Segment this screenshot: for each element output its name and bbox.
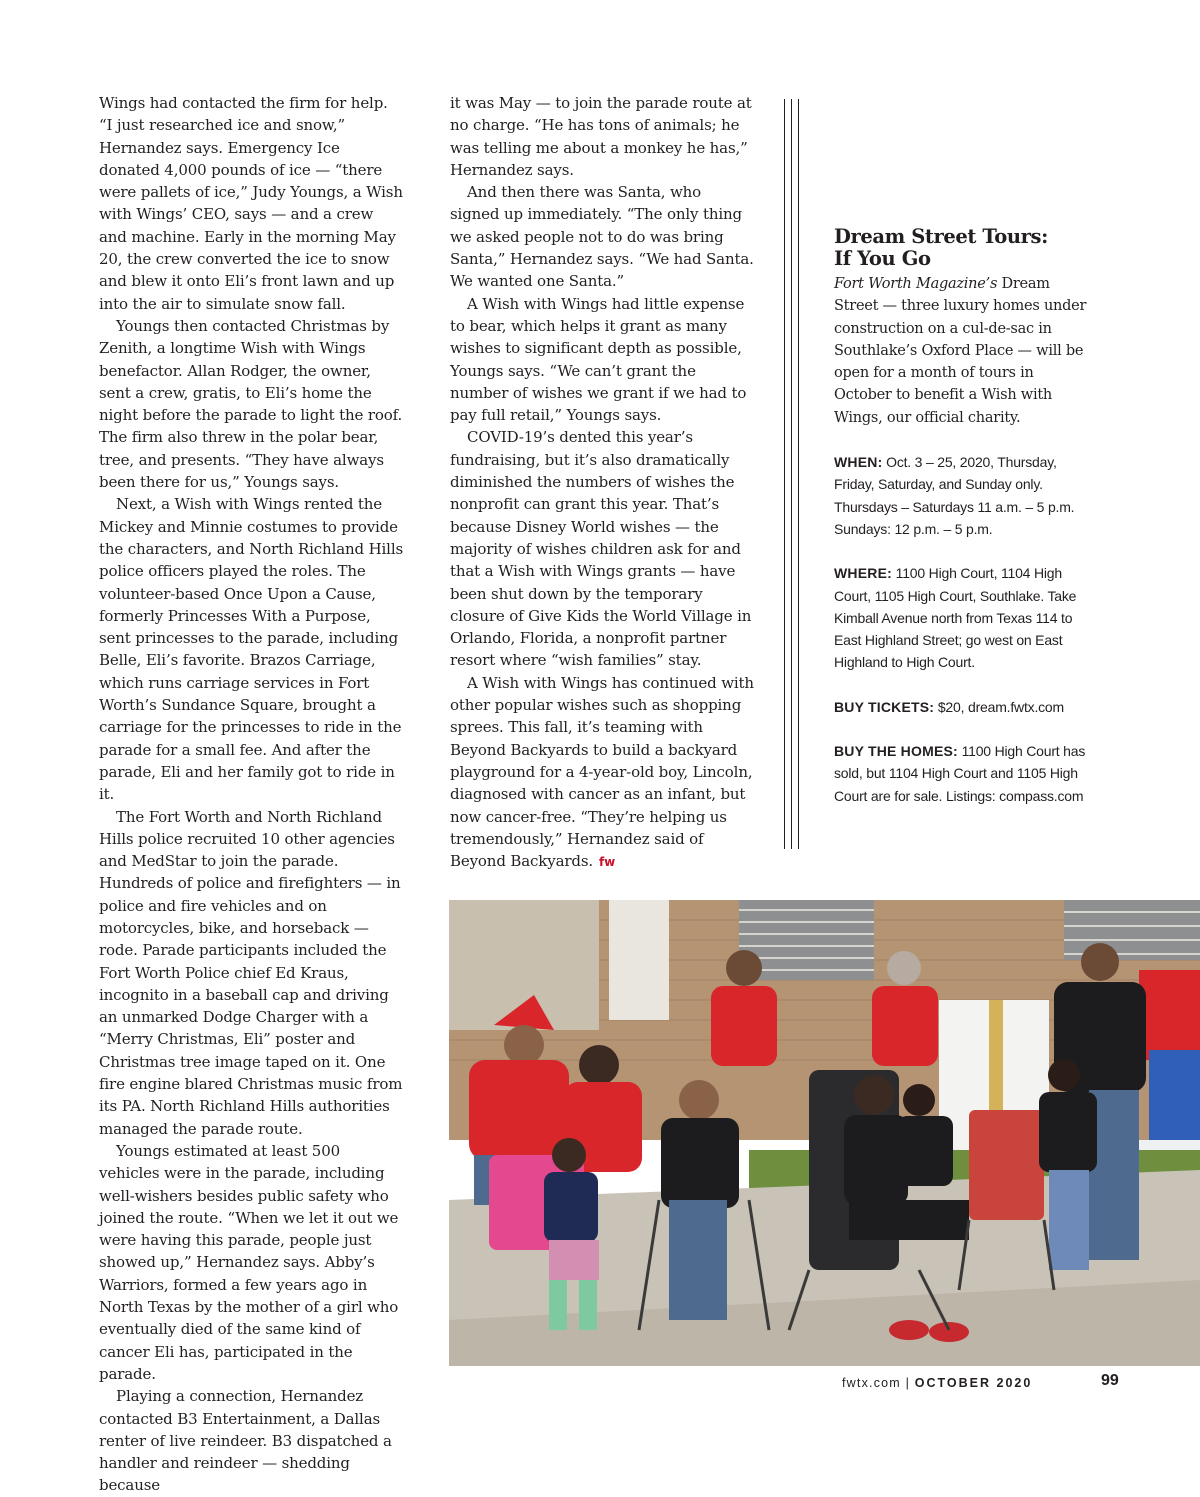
paragraph: Next, a Wish with Wings rented the Mickey and Minnie costumes to provide the characters, and North Richland Hills police officers played the roles. The volunteer-based Once Upon a Cause, formerly Princesses With a Purpose, sent princesses to the parade, including Belle, Eli’s favorite. Brazos Carriage, which runs carriage services in Fort Worth’s Sundance Square, brought a carriage for the princesses to ride in the parade for a small fee. And after the parade, Eli and her family got to ride in it. xyxy=(99,495,404,804)
end-mark: fw xyxy=(599,855,616,870)
paragraph: Youngs estimated at least 500 vehicles were in the parade, including well-wishers besides public safety who joined the route. “When we let it out we were having this parade, people just showed up,” Hernandez says. Abby’s Warriors, formed a few years ago in North Texas by the mother of a girl who eventually died of the same kind of cancer Eli has, participated in the parade. xyxy=(99,1141,399,1383)
sidebar-title-line-2: If You Go xyxy=(834,246,931,270)
sidebar-title-line-1: Dream Street Tours: xyxy=(834,225,1048,248)
where-label: WHERE: xyxy=(834,565,892,582)
paragraph: Wings had contacted the firm for help. “I just researched ice and snow,” Hernandez says. Emergency Ice donated 4,000 pounds of ice — “there were pallets of ice,” Judy Youngs, a Wish with Wings’ CEO, says — and a crew and machine. Early in the morning May 20, the crew converted the ice to snow and blew it onto Eli’s front lawn and up into the air to simulate snow fall. xyxy=(99,94,403,313)
paragraph: Youngs then contacted Christmas by Zenith, a longtime Wish with Wings benefactor. Allan Rodger, the owner, sent a crew, gratis, to Eli’s home the night before the parade to light the roof. The firm also threw in the polar bear, tree, and presents. “They have always been there for us,” Youngs says. xyxy=(99,316,403,492)
magazine-name: Fort Worth Magazine’s xyxy=(834,276,998,292)
footer-site: fwtx.com xyxy=(842,1376,901,1390)
red-chair-right xyxy=(969,1110,1044,1220)
page-number: 99 xyxy=(1101,1372,1119,1389)
paragraph: A Wish with Wings had little expense to bear, which helps it grant as many wishes to significant depth as possible, Youngs says. “We can’t grant the number of wishes we grant if we had to pay full retail,” Youngs says. xyxy=(450,294,747,425)
paragraph: COVID-19’s dented this year’s fundraising, but it’s also dramatically diminished the numbers of wishes the nonprofit can grant this year. That’s because Disney World wishes — the majority of wishes children ask for and that a Wish with Wings grants — have been shut down by the temporary closure of Give Kids the World Village in Orlando, Florida, a nonprofit partner resort where “wish families” stay. xyxy=(450,428,752,670)
column-divider-rules xyxy=(784,99,800,849)
sidebar-if-you-go xyxy=(834,226,1094,829)
paragraph-text: A Wish with Wings has continued with other popular wishes such as shopping sprees. This fall, it’s teaming with Beyond Backyards to build a backyard playground for a 4-year-old boy, Lincoln, diagnosed with cancer as an infant, but now cancer-free. “They’re helping us tremendously,” Hernandez said of Beyond Backyards. xyxy=(450,673,754,871)
photo-illustration xyxy=(449,900,1200,1366)
sidebar-title xyxy=(834,226,1094,269)
article-column-2 xyxy=(450,92,754,873)
homes-text: 1100 High Court has sold, but 1104 High Court and 1105 High Court are for sale. Listings: compass.com xyxy=(834,743,1086,804)
footer-separator: | xyxy=(905,1376,911,1390)
paragraph: The Fort Worth and North Richland Hills police recruited 10 other agencies and MedStar to join the parade. Hundreds of police and firefighters — in police and fire vehicles and on motorcycles, bike, and horseback — rode. Parade participants included the Fort Worth Police chief Ed Kraus, incognito in a baseball cap and driving an unmarked Dodge Charger with a “Merry Christmas, Eli” poster and Christmas tree image taped on it. One fire engine blared Christmas music from its PA. North Richland Hills authorities managed the parade route. xyxy=(99,807,403,1138)
sidebar-when xyxy=(834,451,1094,540)
where-text: 1100 High Court, 1104 High Court, 1105 High Court, Southlake. Take Kimball Avenue north from Texas 114 to East Highland Street; go west on East Highland to High Court. xyxy=(834,565,1077,671)
article-column-1 xyxy=(99,92,403,1497)
tickets-text: $20, dream.fwtx.com xyxy=(934,698,1064,715)
family-parade-photo xyxy=(449,900,1200,1366)
sidebar-where xyxy=(834,562,1094,673)
paragraph xyxy=(450,672,754,874)
paragraph: Playing a connection, Hernandez contacted B3 Entertainment, a Dallas renter of live reindeer. B3 dispatched a handler and reindeer — shedding because xyxy=(99,1387,392,1495)
footer-folio xyxy=(842,1376,1032,1390)
sidebar-intro-text: Dream Street — three luxury homes under construction on a cul-de-sac in Southlake’s Oxford Place — will be open for a month of tours in October to benefit a Wish with Wings, our official charity. xyxy=(834,276,1087,426)
when-text: Oct. 3 – 25, 2020, Thursday, Friday, Saturday, and Sunday only. Thursdays – Saturdays 11 a.m. – 5 p.m. Sundays: 12 p.m. – 5 p.m. xyxy=(834,454,1075,537)
paragraph: it was May — to join the parade route at no charge. “He has tons of animals; he was telling me about a monkey he has,” Hernandez says. xyxy=(450,94,752,179)
sidebar-homes xyxy=(834,740,1094,807)
sidebar-intro xyxy=(834,273,1094,429)
paragraph: And then there was Santa, who signed up immediately. “The only thing we asked people not to do was bring Santa,” Hernandez says. “We had Santa. We wanted one Santa.” xyxy=(450,183,754,291)
homes-label: BUY THE HOMES: xyxy=(834,743,958,760)
sidebar-tickets xyxy=(834,696,1094,718)
when-label: WHEN: xyxy=(834,454,883,471)
tickets-label: BUY TICKETS: xyxy=(834,698,935,715)
footer-date: OCTOBER 2020 xyxy=(914,1376,1033,1390)
